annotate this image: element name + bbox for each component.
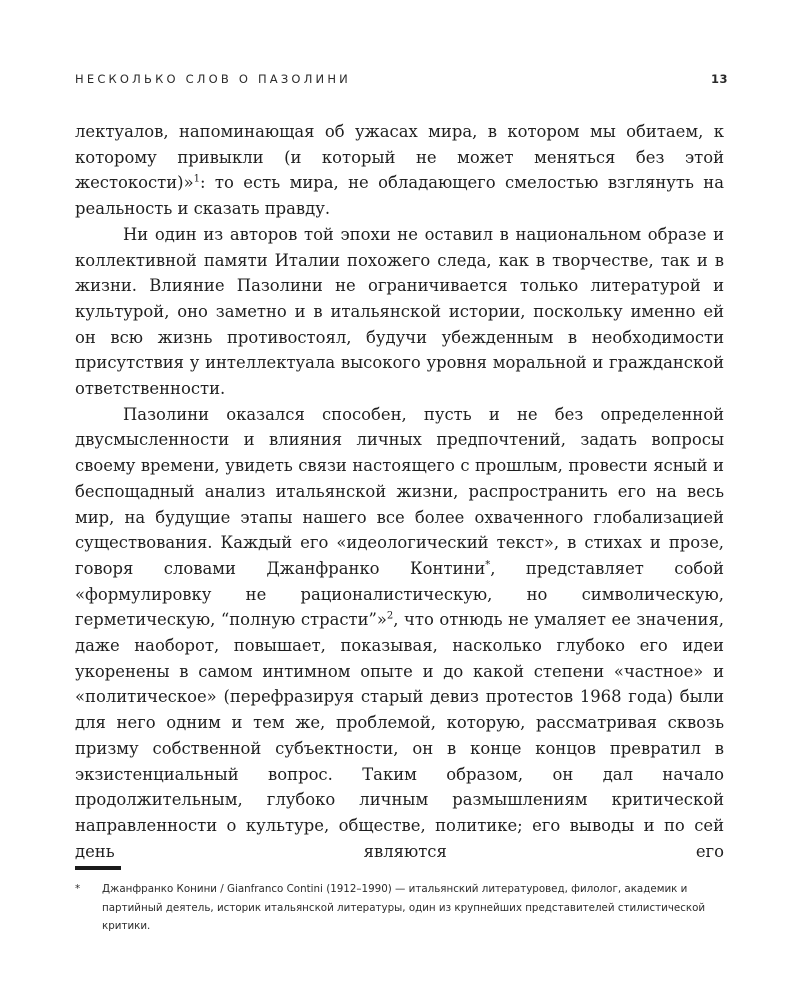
- footnote-ref-star: *: [485, 559, 491, 571]
- paragraph-2: Ни один из авторов той эпохи не оставил в национальном образе и коллективной памяти Италии похожего следа, как в творчестве, так и в жизни. Влияние Пазолини не ограничивается только литературой и культурой, оно заметно и в итальянской истории, поскольку именно ей он всю жизнь противостоял, будучи убежденным в необходимости присутствия у интеллектуала высокого уровня моральной и гражданской ответственности.: [75, 224, 724, 399]
- body-text: [75, 119, 724, 864]
- paragraph-1: [75, 119, 724, 222]
- paragraph-3-text-c: , что отнюдь не умаляет ее значения, даже наоборот, повышает, показывая, насколько глубоко его идеи укоренены в самом интимном опыте и до какой степени «частное» и «политическое» (перефразируя старый девиз протестов 1968 года) были для него одним и тем же, проблемой, которую, рассматривая сквозь призму собственной субъектности, он в конце концов превратил в экзистенциальный вопрос. Таким образом, он дал начало продолжительным, глубоко личным размышлениям критической направленности о культуре, обществе, политике; его выводы и по сей день являются его: [75, 610, 724, 861]
- paragraph-1-text-b: : то есть мира, не обладающего смелостью взглянуть на реальность и сказать правду.: [75, 173, 724, 219]
- footnote: [75, 880, 724, 936]
- footnote-separator: [75, 866, 121, 870]
- paragraph-3-text-a: Пазолини оказался способен, пусть и не без определенной двусмысленности и влияния личных предпочтений, задать вопросы своему времени, увидеть связи настоящего с прошлым, провести ясный и беспощадный анализ итальянской жизни, распространить его на весь мир, на будущие этапы нашего все более охваченного глобализацией существования. Каждый его «идеологический текст», в стихах и прозе, говоря словами Джанфранко Контини: [75, 404, 724, 578]
- paragraph-1-text-a: лектуалов, напоминающая об ужасах мира, в котором мы обитаем, к которому привыкли (и который не может меняться без этой жестокости)»: [75, 122, 724, 193]
- footnote-text: Джанфранко Конини / Gianfranco Contini (1912–1990) — итальянский литературовед, филолог, академик и партийный деятель, историк итальянской литературы, один из крупнейших представителей стилистической критики.: [102, 883, 706, 932]
- endnote-ref-1: 1: [193, 173, 200, 185]
- paragraph-3: [75, 402, 724, 865]
- running-head: [75, 72, 728, 92]
- paragraph-3-text-b: , представляет собой «формулировку не рационалистическую, но символическую, герметическую, “полную страсти”»: [75, 558, 724, 630]
- running-head-title: НЕСКОЛЬКО СЛОВ О ПАЗОЛИНИ: [75, 72, 351, 86]
- page-number: 13: [710, 72, 728, 86]
- footnote-mark: *: [75, 883, 81, 895]
- endnote-ref-2: 2: [386, 610, 394, 622]
